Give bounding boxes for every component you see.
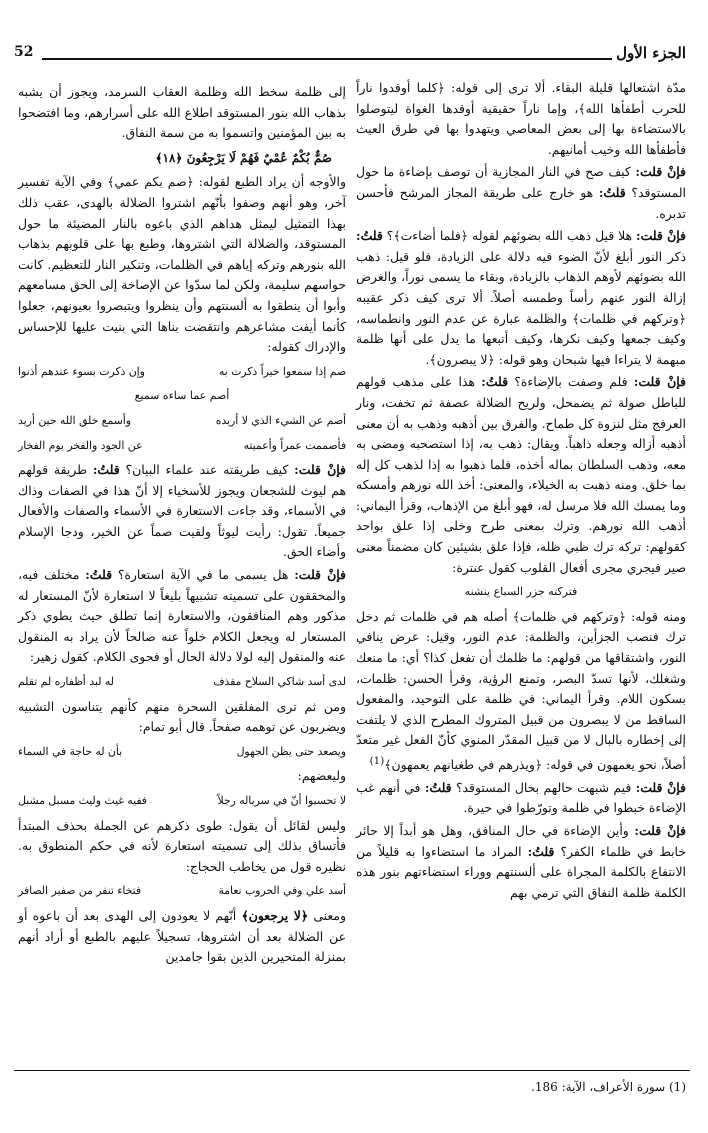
question-marker: فإنْ قلت: (635, 779, 686, 795)
verse-hemistich: وإن ذكرت بسوء عندهم أذنوا (18, 364, 145, 378)
page-header (14, 40, 686, 70)
paragraph (356, 607, 686, 776)
verse-hemistich: بأن له حاجة في السماء (18, 744, 123, 758)
verse-hemistich: فأصممت عمراً وأعميته (243, 438, 346, 452)
paragraph-text: ومعنى (308, 907, 347, 923)
question-marker: فإنْ قلت: (636, 228, 686, 244)
answer-text: هو خارج على طريقة المجاز المرشح فأحسن تدبره. (356, 184, 686, 221)
paragraph (18, 565, 346, 668)
running-title: الجزء الأول (616, 44, 686, 62)
paragraph-text: أنّهم لا يعودون إلى الهدى بعد أن باعوه أو عن الضلالة بعد أن اشتروها، تسجيلاً عليهم بالطبع أو أراد أنهم بمنزلة المتحيرين الذين بقوا جامدين (18, 907, 346, 965)
question-text: فيم شبهت حالهم بحال المستوقد؟ (455, 779, 632, 795)
verse-hemistich: عن الجود والفخر يوم الفخار (18, 438, 143, 452)
question-text: وأين الإضاءة في حال المنافق، وهل هو أبداً إلا حائر خابط في ظلماء الكفر؟ (356, 822, 686, 859)
poem-verse (18, 791, 346, 812)
poem-verse (18, 742, 346, 763)
question-text: هل يسمى ما في الآية استعارة؟ (117, 567, 289, 583)
footnote: (1) سورة الأعراف، الآية: 186. (531, 1080, 686, 1094)
paragraph: ومن ثم ترى المفلقين السحرة منهم كأنهم يتناسون التشبيه ويضربون عن توهمه صفحاً. قال أبو تمام: (18, 698, 346, 735)
poem-verse (18, 436, 346, 457)
verse-hemistich: وأسمع خلق الله حين أريد (18, 413, 131, 427)
answer-marker: قلتُ: (527, 843, 555, 859)
question-marker: فإنْ قلت: (294, 462, 346, 478)
verse-hemistich: أصم عن الشيء الذي لا أريده (215, 413, 346, 427)
quran-quote: ﴿لا يرجعون﴾ (241, 907, 309, 923)
question-text: هلا قيل ذهب الله بضوئهم لقوله ﴿فلما أضاءت﴾؟ (386, 228, 633, 244)
poem-verse (18, 672, 346, 693)
paragraph-text: ومنه قوله: ﴿وتركهم في ظلمات﴾ أصله هم في ظلمات ثم دخل ترك فنصب الجزأين، والظلمة: عدم النور، وقيل: عرض ينافي النور، واشتقاقها من قولهم: ما ظلمك أن تفعل كذا؟ أي: ما منعك وشغلك، لأنها تسدّ البصر، وتمنع الرؤية، وقرأ الحسن: ظلمات، بسكون اللام. وقرأ اليماني: في ظلمة على التوحيد، والمفعول الساقط من لا يبصرون من قبيل المتروك المطرح الذي لا يلتفت إلى إخطاره بالبال لا من قبيل المقدّر المنوي كأنّ الفعل غير متعدّ أصلاً، نحو يعمهون في قوله: ﴿ويذرهم في طغيانهم يعمهون﴾ (356, 608, 686, 773)
poem-verse (18, 881, 346, 902)
paragraph (356, 162, 686, 224)
poem-verse: أصم عما ساءه سميع (134, 389, 230, 403)
verse-hemistich: له لبد أظفاره لم تقلم (18, 675, 114, 689)
paragraph (18, 906, 346, 968)
answer-marker: قلتُ: (356, 228, 383, 244)
answer-marker: قلتُ: (85, 567, 113, 583)
quran-verse: صُمٌّ بُكْمٌ عُمْيٌ فَهُمْ لَا يَرْجِعُونَ ﴿١٨﴾ (155, 150, 332, 165)
answer-marker: قلتُ: (598, 184, 626, 200)
question-marker: فإنْ قلت: (294, 567, 346, 583)
paragraph (356, 778, 686, 819)
answer-marker: قلتُ: (481, 374, 509, 390)
paragraph (356, 821, 686, 903)
answer-text: هذا على مذهب قولهم للباطل صولة ثم يضمحل، ولريح الضلالة عصفة ثم تخفت، ونار العرفج مثل لنزوة كل طماح. والفرق بين أذهبه وذهب به أن معنى أذهبه أزاله وجعله ذاهباً. ويقال: ذهب به، إذا استصحبه ومضى به معه، وذهب السلطان بماله أخذه، فلما ذهبوا به إذا لذهب كل إله بما خلق. ومنه ذهبت به الخيلاء، والمعنى: أخذ الله نورهم وأمسكه وما يمسك الله فلا مرسل له، فهو أبلغ من الإذهاب، وقرأ اليماني: أذهب الله نورهم. وترك بمعنى طرح وخلى إذا علق بواحد كقولهم: تركه ترك ظبي ظله، فإذا علق بشيئين كان مضمناً معنى صير فيجري مجرى أفعال القلوب كقول عنترة: (356, 374, 686, 575)
question-marker: فإنْ قلت: (635, 164, 686, 180)
paragraph: إلى ظلمة سخط الله وظلمة العقاب السرمد، ويجوز أن يشبه بذهاب الله بنور المستوقد اطلاع الله على أسرارهم، وما افتضحوا به بين المؤمنين واتسموا به من سمة النفاق. (18, 84, 346, 141)
question-marker: فإنْ قلت: (633, 374, 686, 390)
verse-intro: وليعضهم: (297, 768, 346, 784)
verse-hemistich: لدى أسد شاكي السلاح مقذف (213, 675, 346, 689)
verse-hemistich: صم إذا سمعوا خيراً ذكرت به (218, 364, 346, 378)
answer-text: المراد ما استضاءوا به قليلاً من الانتفاع بالكلمة المجراة على ألسنتهم ووراء استضاءتهم بنور هذه الكلمة ظلمة النفاق التي ترمي بهم (356, 843, 686, 900)
verse-hemistich: أسد علي وفي الحروب نعامة (218, 884, 346, 898)
header-rule (42, 58, 612, 60)
answer-text: طريقة قولهم هم ليوث للشجعان ويجوز للأسخياء إلا أنّ هذا في الصفات وذاك في الأسماء، وقد جاءت الاستعارة في الأسماء والصفات والأفعال جميعاً. تقول: رأيت ليوثاً ولقيت صماً عن الخير، ودجا الإسلام وأضاء الحق. (18, 462, 346, 560)
answer-marker: قلتُ: (424, 779, 452, 795)
question-text: فلم وصفت بالإضاءة؟ (514, 374, 628, 390)
footnote-ref[interactable]: (1) (369, 755, 385, 767)
question-text: كيف صح في النار المجازية أن توصف بإضاءة ما حول المستوقد؟ (356, 164, 686, 200)
paragraph (18, 460, 346, 563)
footnote-divider (14, 1070, 690, 1071)
question-marker: فإنْ قلت: (634, 822, 686, 838)
paragraph: وليس لقائل أن يقول: طوى ذكرهم عن الجملة بحذف المبتدأ فأتساق بذلك إلى تسميته استعارة لأنه في حكم المنطوق به. نظيره قول من يخاطب الحجاج: (18, 817, 346, 874)
right-column (356, 78, 686, 900)
question-text: كيف طريقته عند علماء البيان؟ (125, 462, 289, 478)
verse-hemistich: ففيه غيث وليث مسبل مشبل (18, 794, 147, 807)
poem-verse: فتركته جزر السباع ينشنه (464, 585, 578, 599)
verse-hemistich: ويصعد حتى يظن الجهول (236, 744, 346, 758)
answer-text: مختلف فيه، والمحققون على تسميته تشبيهاً بليغاً لا استعارة لأنّ المستعار له مذكور وهم المنافقون، والاستعارة إنما تطلق حيث يطوي ذكر المستعار له ويجعل الكلام خلواً عنه صالحاً لأن يراد به المنقول عنه والمنقول إليه لولا دلالة الحال أو فحوى الكلام. كقول زهير: (18, 567, 346, 665)
verse-hemistich: فتخاء تنفر من صفير الصافر (18, 884, 142, 898)
paragraph: مدّة اشتعالها قليلة البقاء. ألا ترى إلى قوله: ﴿كلما أوقدوا ناراً للحرب أطفأها الله﴾، وإما ناراً حقيقية أوقدها الغواة ليتوصلوا بالاستضاءة بها إلى بعض المعاصي ويتهدوا بها في طرق العيث فأطفأها الله وخيب أمانيهم. (356, 80, 686, 157)
answer-text: ذكر النور أبلغ لأنّ الضوء فيه دلالة على الزيادة، فلو قيل: ذهب الله بضوئهم لأوهم الذهاب بالزيادة، وبقاء ما يسمى نوراً، والغرض إزالة النور عنهم رأساً وطمسه أصلاً. ألا ترى كيف ذكر عقيبه ﴿وتركهم في ظلمات﴾ والظلمة عبارة عن عدم النور وانطماسه، وكيف جمعها وكيف نكرها، وكيف أتبعها ما يدل على أنها ظلمة مبهمة لا يتراءا فيها شبحان وهو قوله: ﴿لا يبصرون﴾. (356, 248, 686, 367)
paragraph (356, 226, 686, 370)
answer-marker: قلتُ: (92, 462, 120, 478)
left-column (18, 82, 347, 965)
answer-text: في أنهم غب الإضاءة خبطوا في ظلمة وتورّطوا في حيرة. (356, 779, 686, 816)
poem-verse (18, 411, 346, 432)
page-number: 52 (14, 44, 34, 60)
paragraph (356, 372, 686, 578)
verse-hemistich: لا تحسبوا أنّ في سرباله رجلاً (217, 794, 346, 807)
poem-verse (18, 362, 346, 383)
paragraph: والأوجه أن يراد الطبع لقوله: ﴿صم بكم عمي﴾ وفي الآية تفسير آخر، وهو أنهم وصفوا بأنّهم اشتروا الضلالة بالهدى، عقب ذلك بهذا التمثيل ليمثل هداهم الذي باعوه بالنار المضيئة ما حول المستوقد، والضلالة التي اشتروها، وطبع بها على قلوبهم بذهاب الله بنورهم وتركه إياهم في الظلمات، وتنكير النار للتعظيم. كانت حواسهم سليمة، ولكن لما سدّوا عن الإصاخة إلى الحق مسامعهم وأبوا أن ينطقوا به ألسنتهم وأن ينظروا ويتبصروا بعيونهم، جعلوا كأنما أيفت مشاعرهم وانتقضت بناها التي بنيت عليها للإحساس والإدراك كقوله: (18, 174, 346, 355)
